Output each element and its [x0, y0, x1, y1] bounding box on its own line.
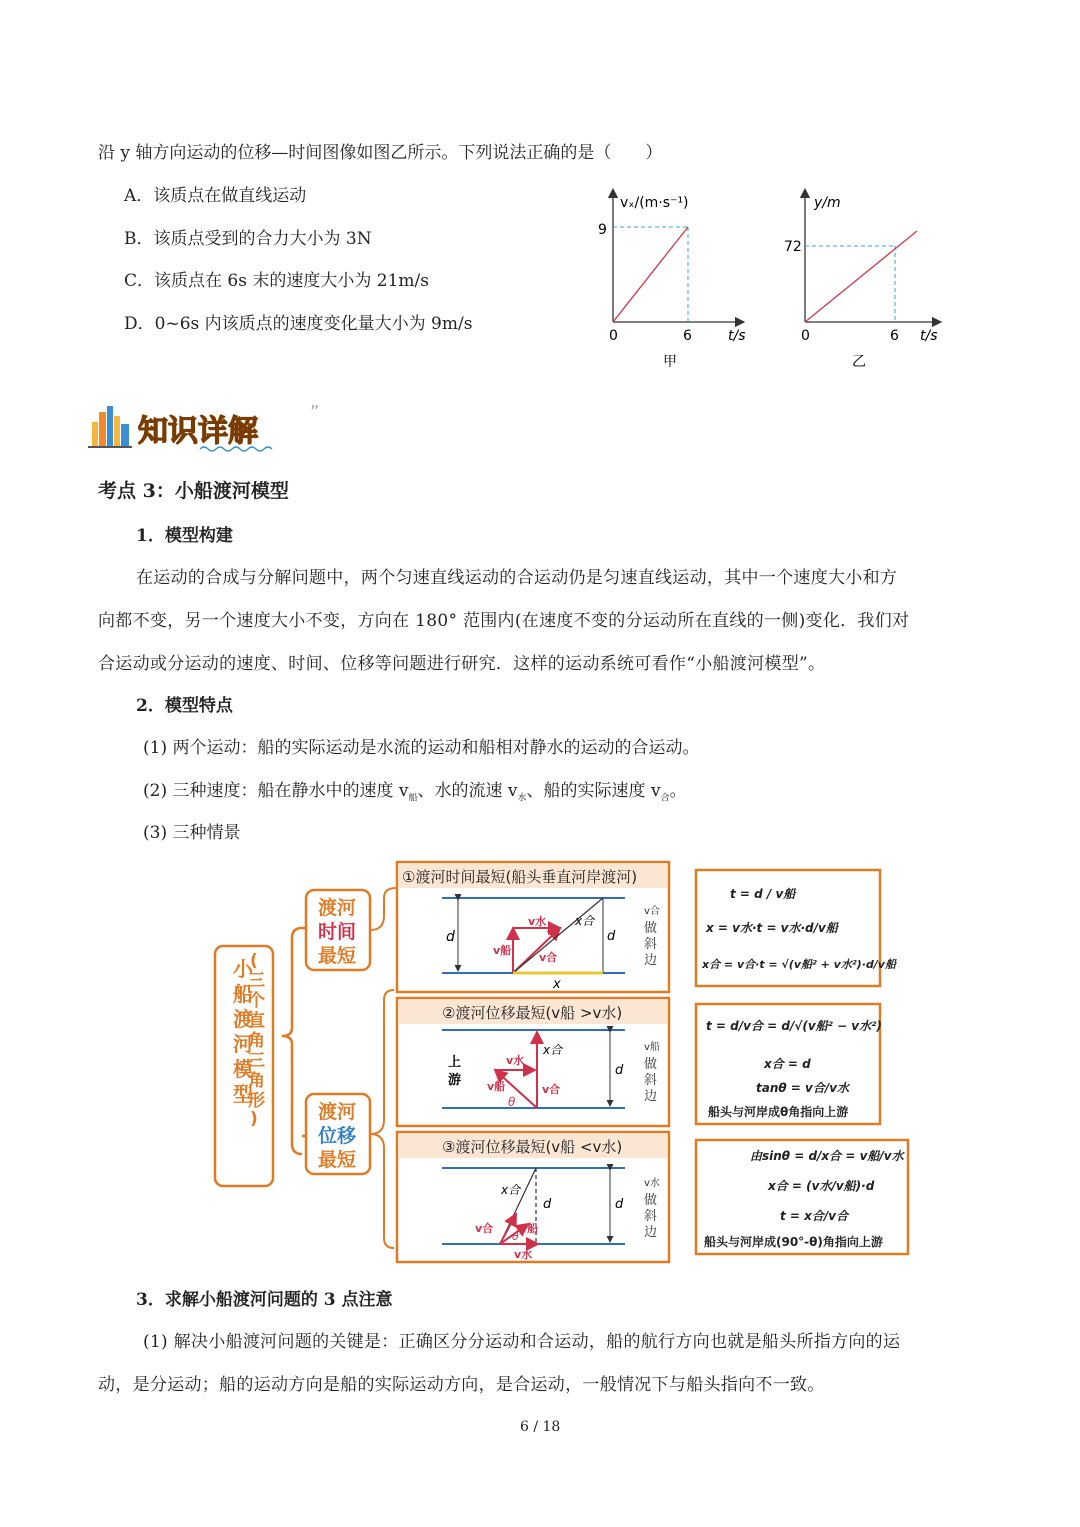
item-2-part: 。	[669, 781, 687, 801]
para1-line3: 合运动或分运动的速度、时间、位移等问题进行研究．这样的运动系统可看作“小船渡河模型”。	[98, 654, 826, 674]
subheading-1: 1．模型构建	[136, 526, 233, 546]
upstream-1: 上	[448, 1055, 462, 1070]
item-1: (1) 两个运动：船的实际运动是水流的运动和船相对静水的运动的合运动。	[143, 738, 700, 758]
subscript: 合	[660, 793, 670, 804]
label-d: d	[615, 1063, 624, 1078]
subscript: 船	[408, 793, 418, 804]
formulas-3: 由sinθ = d/x合 = v船/v水 x合 = (v水/v船)·d t = x合/v合	[750, 1149, 904, 1223]
connector	[370, 990, 394, 1134]
label-v-result: v合	[539, 951, 558, 964]
origin-label: 0	[609, 328, 618, 344]
label-v-boat: v船	[487, 1080, 506, 1093]
case1-title: ①渡河时间最短(船头垂直河岸渡河)	[402, 868, 638, 886]
label-v-result: v合	[475, 1222, 494, 1235]
connector	[370, 1134, 394, 1248]
item-2-part: (2) 三种速度：船在静水中的速度 v	[143, 781, 409, 801]
banner	[88, 400, 338, 455]
group2-line2: 位移	[318, 1125, 357, 1147]
y-axis-label: y/m	[814, 195, 841, 211]
formulas-2: t = d/v合 = d/√(v船² − v水²) x合 = d tanθ = v合/v水	[706, 1019, 882, 1095]
model-title: 小船渡河模型	[233, 957, 253, 1106]
origin-label: 0	[801, 328, 810, 344]
label-v-water: v水	[514, 1248, 533, 1261]
subheading-3: 3．求解小船渡河问题的 3 点注意	[136, 1290, 393, 1310]
quote-mark: ”	[310, 402, 320, 423]
label-v-result: v合	[542, 1083, 561, 1096]
label-x-result: x合	[543, 1043, 563, 1057]
subscript: 水	[517, 793, 527, 804]
label-d: d	[543, 1197, 552, 1212]
formula-3-note: 船头与河岸成(90°-θ)角指向上游	[704, 1235, 883, 1249]
x-axis-label: t/s	[728, 328, 746, 344]
connector	[370, 888, 396, 930]
group2-line1: 渡河	[318, 1101, 357, 1123]
case3-side-note: v水 做 斜 边	[644, 1178, 660, 1240]
x-tick: 6	[890, 328, 899, 344]
item-2	[143, 776, 687, 803]
option-b: B．该质点受到的合力大小为 3N	[124, 229, 372, 249]
label-theta: θ	[508, 1095, 516, 1109]
label-v-water: v水	[506, 1054, 525, 1067]
x-tick: 6	[683, 328, 692, 344]
label-theta: θ	[512, 1230, 519, 1243]
subheading-2: 2．模型特点	[136, 696, 233, 716]
group1-line3: 最短	[318, 945, 357, 967]
graph-jia	[590, 185, 760, 375]
case3-title: ③渡河位移最短(v船 <v水)	[442, 1138, 623, 1156]
label-d2: d	[615, 1197, 624, 1212]
label-v-boat: v船	[493, 944, 512, 957]
boat-crossing-diagram	[210, 858, 915, 1268]
graph-yi	[782, 185, 952, 375]
y-tick: 72	[784, 239, 802, 255]
upstream-2: 游	[448, 1073, 462, 1088]
y-tick: 9	[598, 222, 607, 238]
book-icon	[107, 406, 113, 446]
x-axis-label: t/s	[920, 328, 938, 344]
group1-line2: 时间	[318, 921, 357, 943]
question-stem: 沿 y 轴方向运动的位移—时间图像如图乙所示。下列说法正确的是（ ）	[98, 143, 663, 163]
para1-line1: 在运动的合成与分解问题中，两个匀速直线运动的合运动仍是匀速直线运动，其中一个速度大小和方	[136, 568, 898, 588]
book-icon	[92, 422, 98, 446]
note1-line2: 动，是分运动；船的运动方向是船的实际运动方向，是合运动，一般情况下与船头指向不一致。	[98, 1375, 825, 1395]
caption: 甲	[663, 354, 677, 370]
item-2-part: 、水的流速 v	[417, 781, 518, 801]
option-d: D．0~6s 内该质点的速度变化量大小为 9m/s	[124, 314, 473, 334]
section-heading: 考点 3：小船渡河模型	[98, 480, 289, 502]
option-a: A．该质点在做直线运动	[124, 186, 307, 206]
label-x-result: x合	[575, 914, 595, 928]
group2-line3: 最短	[318, 1149, 357, 1171]
label-x: x	[553, 977, 561, 992]
group1-line1: 渡河	[318, 897, 357, 919]
case2-side-note: v船 做 斜 边	[644, 1042, 660, 1104]
case2-title: ②渡河位移最短(v船 >v水)	[442, 1004, 623, 1022]
banner-title: 知识详解	[138, 414, 258, 449]
model-subtitle: (三个直角三角形)	[248, 951, 265, 1129]
data-line	[613, 227, 688, 322]
formulas-1: t = d / v船 x = v水·t = v水·d/v船 x合 = v合·t = √(v船² + v水²)·d/v船	[702, 887, 896, 971]
label-x-result: x合	[501, 1183, 521, 1197]
book-icon	[121, 424, 129, 446]
label-v-water: v水	[528, 915, 547, 928]
brace-left	[282, 928, 302, 1154]
label-v-boat: v船	[520, 1222, 539, 1235]
label-d2: d	[607, 929, 616, 944]
book-icon	[99, 412, 106, 446]
note1-line1: (1) 解决小船渡河问题的关键是：正确区分分运动和合运动，船的航行方向也就是船头所指方向的运	[143, 1332, 901, 1352]
para1-line2: 向都不变，另一个速度大小不变，方向在 180° 范围内(在速度不变的分运动所在直线的一侧)变化．我们对	[98, 611, 910, 631]
data-line	[805, 231, 917, 322]
formula-2-note: 船头与河岸成θ角指向上游	[708, 1105, 849, 1119]
item-3: (3) 三种情景	[143, 823, 241, 843]
book-icon	[114, 416, 120, 446]
item-2-part: 、船的实际速度 v	[526, 781, 661, 801]
option-c: C．该质点在 6s 末的速度大小为 21m/s	[124, 271, 429, 291]
y-axis-label: vₓ/(m·s⁻¹)	[620, 195, 689, 211]
case1-side-note: v合 做 斜 边	[644, 906, 660, 968]
caption: 乙	[852, 354, 866, 370]
label-d: d	[446, 929, 455, 945]
page-number: 6 / 18	[520, 1419, 561, 1435]
